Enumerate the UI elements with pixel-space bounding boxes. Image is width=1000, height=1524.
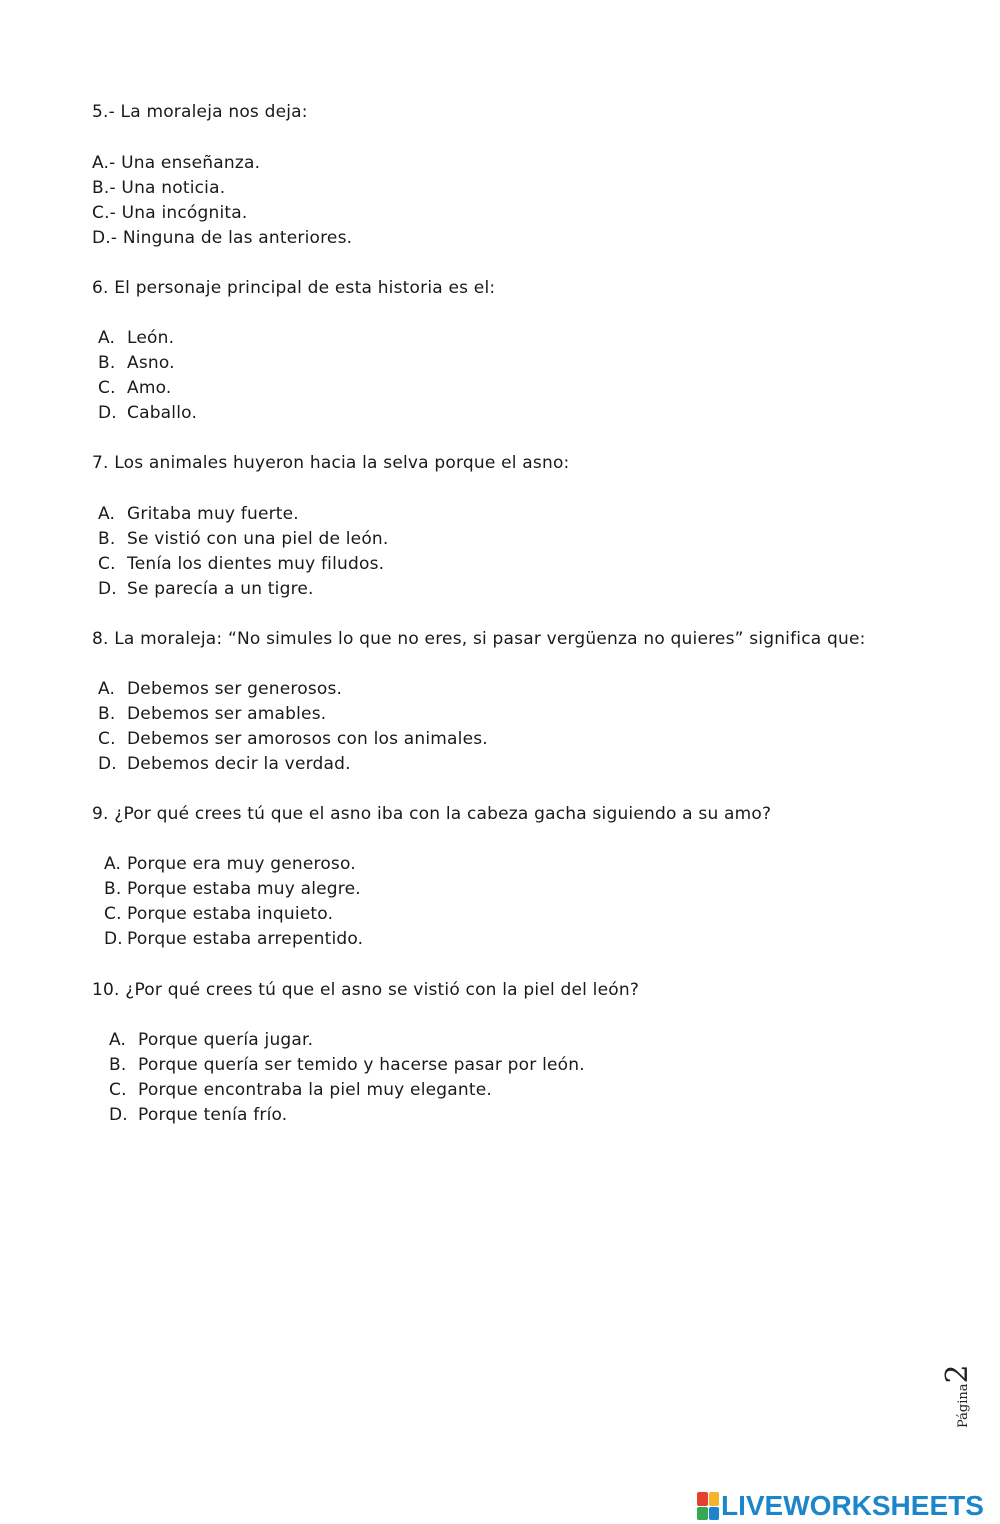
page-number	[940, 1360, 980, 1440]
option-text: Gritaba muy fuerte.	[127, 504, 299, 524]
option-text: Una noticia.	[121, 178, 226, 198]
question-5-prompt: 5.- La moraleja nos deja:	[92, 102, 308, 122]
question-9-option-a	[104, 854, 356, 874]
option-text: Porque quería ser temido y hacerse pasar por león.	[138, 1055, 585, 1075]
logo-square-red	[697, 1492, 708, 1506]
option-text: Porque era muy generoso.	[127, 854, 356, 874]
question-5-option-d	[92, 228, 352, 248]
question-9-option-b	[104, 879, 361, 899]
question-8-option-a	[98, 679, 342, 699]
option-text: Asno.	[127, 353, 175, 373]
option-letter: D.	[98, 403, 117, 423]
option-letter: B.	[98, 704, 116, 724]
option-text: Porque tenía frío.	[138, 1105, 288, 1125]
option-text: Caballo.	[127, 403, 198, 423]
option-letter: A.	[109, 1030, 127, 1050]
option-letter: D.	[98, 754, 117, 774]
option-letter: D.-	[92, 228, 118, 248]
page-number-value: 2	[940, 1364, 975, 1384]
option-letter: C.	[98, 729, 116, 749]
option-letter: B.	[109, 1055, 127, 1075]
question-7-option-a	[98, 504, 299, 524]
option-text: Debemos ser amables.	[127, 704, 327, 724]
logo-square-yellow	[709, 1492, 720, 1506]
option-text: Debemos decir la verdad.	[127, 754, 351, 774]
question-8-option-d	[98, 754, 351, 774]
option-text: Debemos ser generosos.	[127, 679, 343, 699]
option-letter: B.	[98, 529, 116, 549]
option-letter: B.	[104, 879, 122, 899]
option-text: Debemos ser amorosos con los animales.	[127, 729, 488, 749]
question-7-option-b	[98, 529, 389, 549]
logo-mark-icon	[697, 1492, 719, 1520]
option-letter: D.	[104, 929, 123, 949]
question-9-option-d	[104, 929, 363, 949]
option-letter: A.	[104, 854, 122, 874]
option-letter: C.	[98, 378, 116, 398]
option-letter: A.	[98, 679, 116, 699]
question-6-option-d	[98, 403, 197, 423]
option-letter: C.	[98, 554, 116, 574]
option-letter: D.	[98, 579, 117, 599]
logo-square-blue	[709, 1507, 720, 1521]
question-7-prompt: 7. Los animales huyeron hacia la selva porque el asno:	[92, 453, 570, 473]
option-letter: D.	[109, 1105, 128, 1125]
option-text: Porque estaba inquieto.	[127, 904, 334, 924]
question-5-option-c	[92, 203, 247, 223]
option-letter: B.	[98, 353, 116, 373]
option-text: Amo.	[127, 378, 172, 398]
question-8-option-c	[98, 729, 488, 749]
option-letter: C.	[104, 904, 122, 924]
question-10-option-b	[109, 1055, 585, 1075]
option-text: Tenía los dientes muy filudos.	[127, 554, 385, 574]
question-6-prompt: 6. El personaje principal de esta historia es el:	[92, 278, 496, 298]
question-10-option-c	[109, 1080, 492, 1100]
option-text: Ninguna de las anteriores.	[122, 228, 353, 248]
liveworksheets-logo	[697, 1490, 984, 1522]
question-6-option-a	[98, 328, 174, 348]
option-text: Se vistió con una piel de león.	[127, 529, 389, 549]
option-text: Porque quería jugar.	[138, 1030, 314, 1050]
option-letter: A.-	[92, 153, 116, 173]
option-text: Porque encontraba la piel muy elegante.	[138, 1080, 493, 1100]
logo-text: LIVEWORKSHEETS	[721, 1490, 984, 1521]
logo-square-green	[697, 1507, 708, 1521]
question-8-option-b	[98, 704, 326, 724]
question-8-prompt: 8. La moraleja: “No simules lo que no eres, si pasar vergüenza no quieres” significa que:	[92, 629, 866, 649]
option-text: León.	[127, 328, 175, 348]
option-text: Porque estaba muy alegre.	[127, 879, 361, 899]
option-letter: A.	[98, 328, 116, 348]
question-9-option-c	[104, 904, 333, 924]
question-6-option-c	[98, 378, 172, 398]
question-9-prompt: 9. ¿Por qué crees tú que el asno iba con la cabeza gacha siguiendo a su amo?	[92, 804, 772, 824]
option-letter: B.-	[92, 178, 116, 198]
question-7-option-c	[98, 554, 384, 574]
option-text: Una incógnita.	[121, 203, 248, 223]
question-7-option-d	[98, 579, 314, 599]
question-10-prompt: 10. ¿Por qué crees tú que el asno se vistió con la piel del león?	[92, 980, 640, 1000]
question-6-option-b	[98, 353, 175, 373]
option-text: Una enseñanza.	[121, 153, 261, 173]
question-5-option-b	[92, 178, 225, 198]
option-letter: A.	[98, 504, 116, 524]
option-text: Porque estaba arrepentido.	[127, 929, 364, 949]
question-5-option-a	[92, 153, 260, 173]
option-letter: C.	[109, 1080, 127, 1100]
question-10-option-d	[109, 1105, 287, 1125]
question-10-option-a	[109, 1030, 313, 1050]
option-text: Se parecía a un tigre.	[127, 579, 314, 599]
option-letter: C.-	[92, 203, 117, 223]
page-word: Página	[956, 1383, 971, 1428]
